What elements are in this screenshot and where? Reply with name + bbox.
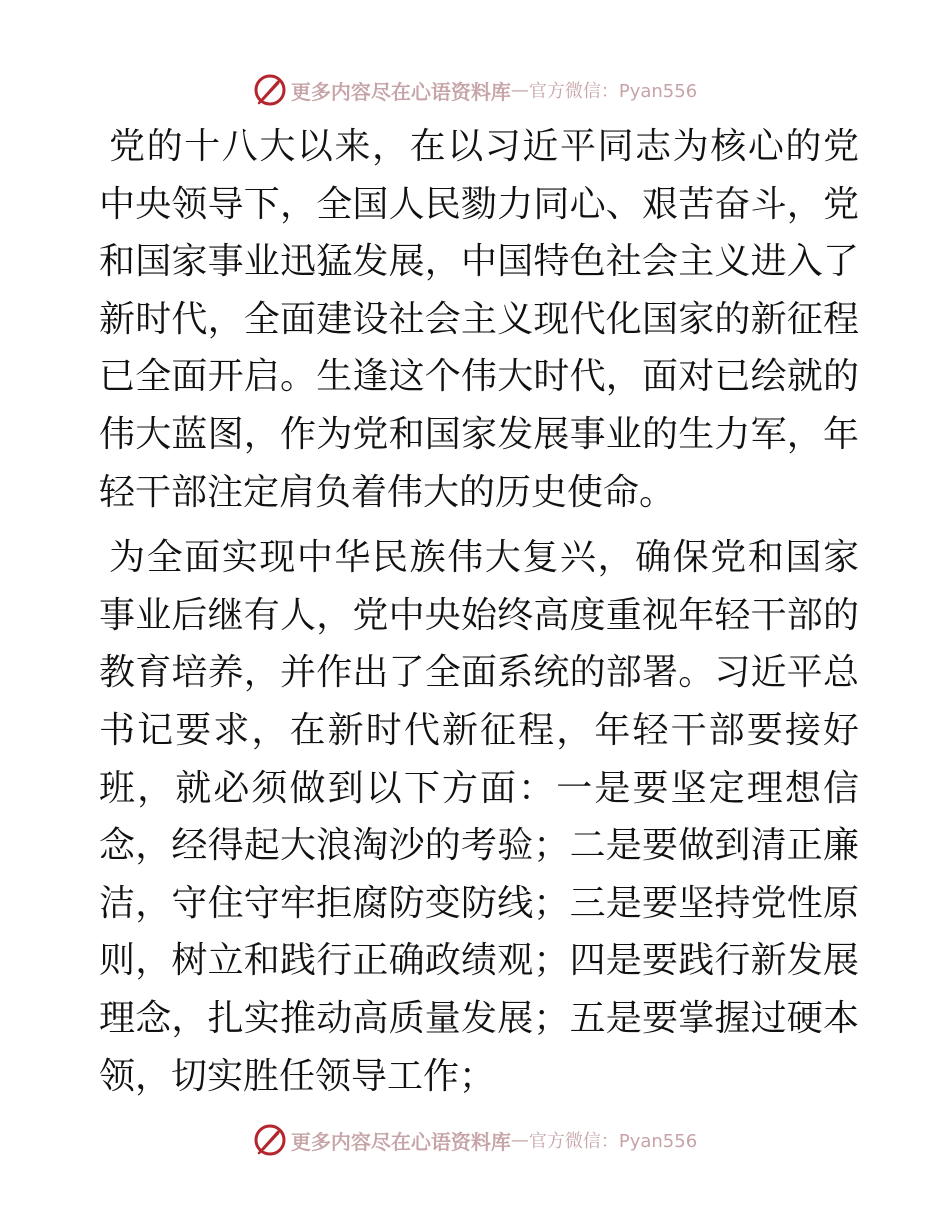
footer-separator: — xyxy=(510,1129,529,1151)
paragraph-2: 为全面实现中华民族伟大复兴，确保党和国家事业后继有人，党中央始终高度重视年轻干部的教育培养，并作出了全面系统的部署。习近平总书记要求，在新时代新征程，年轻干部要接好班，就必须做到以下方面：一是要坚定理想信念，经得起大浪淘沙的考验；二是要做到清正廉洁，守住守牢拒腐防变防线；三是要坚持党性原则，树立和践行正确政绩观；四是要践行新发展理念，扎实推动高质量发展；五是要掌握过硬本领，切实胜任领导工作； xyxy=(99,537,859,1097)
footer-watermark xyxy=(0,1120,950,1160)
header-site-name: 更多内容尽在心语资料库 xyxy=(290,79,511,104)
header-watermark xyxy=(0,70,950,110)
body-text xyxy=(99,118,859,1105)
footer-wechat: 官方微信：Pyan556 xyxy=(528,1131,698,1152)
header-separator: — xyxy=(510,79,529,101)
footer-site-name: 更多内容尽在心语资料库 xyxy=(290,1129,511,1154)
quill-pen-icon xyxy=(253,73,287,107)
quill-pen-icon xyxy=(253,1123,287,1157)
paragraph-1: 党的十八大以来，在以习近平同志为核心的党中央领导下，全国人民勠力同心、艰苦奋斗，党和国家事业迅猛发展，中国特色社会主义进入了新时代，全面建设社会主义现代化国家的新征程已全面开启。生逢这个伟大时代，面对已绘就的伟大蓝图，作为党和国家发展事业的生力军，年轻干部注定肩负着伟大的历史使命。 xyxy=(99,126,859,513)
header-wechat: 官方微信：Pyan556 xyxy=(528,81,698,102)
